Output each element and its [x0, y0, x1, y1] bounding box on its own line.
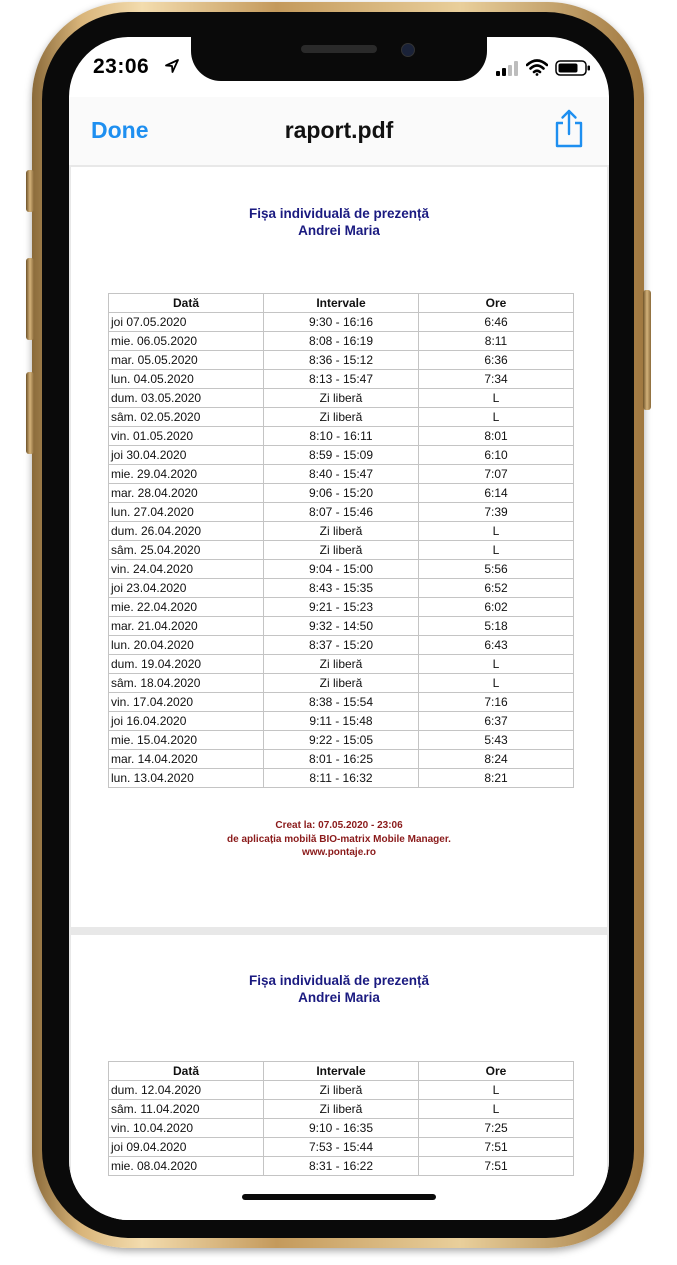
navigation-bar — [69, 97, 609, 166]
table-row — [109, 560, 574, 579]
cell-hours: L — [419, 541, 574, 560]
cell-intervals: 9:06 - 15:20 — [264, 484, 419, 503]
cell-date: vin. 17.04.2020 — [109, 693, 264, 712]
cell-date: lun. 13.04.2020 — [109, 769, 264, 788]
footer-app: de aplicația mobilă BIO-matrix Mobile Manager. — [227, 833, 451, 845]
status-time: 23:06 — [93, 55, 150, 78]
cell-date: mie. 15.04.2020 — [109, 731, 264, 750]
cell-date: mie. 29.04.2020 — [109, 465, 264, 484]
table-row — [109, 370, 574, 389]
cell-intervals: 8:38 - 15:54 — [264, 693, 419, 712]
front-camera — [401, 43, 415, 57]
cell-date: lun. 04.05.2020 — [109, 370, 264, 389]
cell-date: joi 07.05.2020 — [109, 313, 264, 332]
report-footer — [71, 819, 607, 860]
cell-hours: 8:11 — [419, 332, 574, 351]
cell-hours: 5:56 — [419, 560, 574, 579]
cell-hours: 7:51 — [419, 1138, 574, 1157]
table-row — [109, 579, 574, 598]
cell-date: vin. 24.04.2020 — [109, 560, 264, 579]
table-row — [109, 1138, 574, 1157]
cell-hours: 6:36 — [419, 351, 574, 370]
cell-intervals: 9:30 - 16:16 — [264, 313, 419, 332]
cell-hours: 5:43 — [419, 731, 574, 750]
cell-date: joi 30.04.2020 — [109, 446, 264, 465]
cell-hours: 7:25 — [419, 1119, 574, 1138]
table-row — [109, 617, 574, 636]
cell-hours: L — [419, 1100, 574, 1119]
table-row — [109, 351, 574, 370]
table-row — [109, 541, 574, 560]
cell-date: sâm. 11.04.2020 — [109, 1100, 264, 1119]
report-title: Fișa individuală de prezență — [248, 973, 430, 988]
cell-date: joi 16.04.2020 — [109, 712, 264, 731]
cell-date: dum. 12.04.2020 — [109, 1081, 264, 1100]
cell-intervals: Zi liberă — [264, 389, 419, 408]
pdf-page-1 — [71, 167, 607, 927]
table-row — [109, 655, 574, 674]
cell-date: mar. 14.04.2020 — [109, 750, 264, 769]
table-row — [109, 332, 574, 351]
table-body — [109, 1081, 574, 1176]
column-header-hours: Ore — [419, 1062, 574, 1081]
cell-intervals: 8:01 - 16:25 — [264, 750, 419, 769]
table-header-row — [109, 1062, 574, 1081]
cell-intervals: 8:11 - 16:32 — [264, 769, 419, 788]
table-row — [109, 636, 574, 655]
cell-date: sâm. 02.05.2020 — [109, 408, 264, 427]
earpiece-speaker — [301, 45, 377, 53]
cell-date: dum. 26.04.2020 — [109, 522, 264, 541]
side-button-power — [643, 290, 651, 410]
cell-intervals: 7:53 - 15:44 — [264, 1138, 419, 1157]
column-header-hours: Ore — [419, 294, 574, 313]
cell-date: sâm. 25.04.2020 — [109, 541, 264, 560]
cell-hours: 6:52 — [419, 579, 574, 598]
cell-hours: L — [419, 522, 574, 541]
cell-hours: 6:02 — [419, 598, 574, 617]
cell-intervals: 9:04 - 15:00 — [264, 560, 419, 579]
footer-created: Creat la: 07.05.2020 - 23:06 — [275, 820, 403, 831]
share-icon[interactable] — [553, 109, 585, 149]
cell-intervals: 9:10 - 16:35 — [264, 1119, 419, 1138]
cell-date: dum. 19.04.2020 — [109, 655, 264, 674]
cell-date: joi 23.04.2020 — [109, 579, 264, 598]
notch — [191, 37, 487, 81]
cell-hours: 6:14 — [419, 484, 574, 503]
cell-intervals: 9:21 - 15:23 — [264, 598, 419, 617]
table-row — [109, 1157, 574, 1176]
table-row — [109, 769, 574, 788]
table-row — [109, 693, 574, 712]
cell-date: mar. 28.04.2020 — [109, 484, 264, 503]
table-row — [109, 408, 574, 427]
cell-date: mar. 05.05.2020 — [109, 351, 264, 370]
cell-hours: L — [419, 674, 574, 693]
location-arrow-icon — [164, 58, 180, 74]
cell-intervals: 8:40 - 15:47 — [264, 465, 419, 484]
cell-hours: 6:46 — [419, 313, 574, 332]
cell-date: sâm. 18.04.2020 — [109, 674, 264, 693]
cell-hours: 6:10 — [419, 446, 574, 465]
cell-intervals: Zi liberă — [264, 541, 419, 560]
document-title: raport.pdf — [284, 117, 394, 143]
cell-intervals: 9:11 - 15:48 — [264, 712, 419, 731]
cell-hours: 8:24 — [419, 750, 574, 769]
cell-intervals: 9:22 - 15:05 — [264, 731, 419, 750]
cell-hours: 6:37 — [419, 712, 574, 731]
cell-date: vin. 01.05.2020 — [109, 427, 264, 446]
employee-name: Andrei Maria — [298, 990, 380, 1005]
cell-intervals: 8:08 - 16:19 — [264, 332, 419, 351]
cell-date: mie. 06.05.2020 — [109, 332, 264, 351]
cell-hours: 7:51 — [419, 1157, 574, 1176]
table-row — [109, 1100, 574, 1119]
table-row — [109, 465, 574, 484]
home-indicator[interactable] — [242, 1194, 436, 1200]
cell-intervals: Zi liberă — [264, 674, 419, 693]
cell-intervals: 9:32 - 14:50 — [264, 617, 419, 636]
report-title: Fișa individuală de prezență — [248, 206, 430, 221]
footer-website: www.pontaje.ro — [301, 847, 377, 858]
cell-intervals: 8:59 - 15:09 — [264, 446, 419, 465]
cell-intervals: 8:36 - 15:12 — [264, 351, 419, 370]
report-heading — [71, 205, 607, 239]
side-button-volume-up — [26, 258, 34, 340]
cell-date: lun. 27.04.2020 — [109, 503, 264, 522]
cell-date: vin. 10.04.2020 — [109, 1119, 264, 1138]
cell-intervals: 8:07 - 15:46 — [264, 503, 419, 522]
cell-hours: L — [419, 1081, 574, 1100]
column-header-intervals: Intervale — [264, 1062, 419, 1081]
table-row — [109, 1081, 574, 1100]
column-header-date: Dată — [109, 294, 264, 313]
cell-date: lun. 20.04.2020 — [109, 636, 264, 655]
table-row — [109, 446, 574, 465]
cell-hours: L — [419, 655, 574, 674]
cell-date: dum. 03.05.2020 — [109, 389, 264, 408]
cell-date: mie. 22.04.2020 — [109, 598, 264, 617]
side-button-mute — [26, 170, 34, 212]
cell-intervals: Zi liberă — [264, 655, 419, 674]
employee-name: Andrei Maria — [298, 223, 380, 238]
cell-intervals: 8:37 - 15:20 — [264, 636, 419, 655]
table-row — [109, 522, 574, 541]
table-row — [109, 598, 574, 617]
cell-intervals: 8:43 - 15:35 — [264, 579, 419, 598]
cell-hours: 5:18 — [419, 617, 574, 636]
pdf-page-2 — [71, 935, 607, 1220]
cell-date: mar. 21.04.2020 — [109, 617, 264, 636]
cell-date: joi 09.04.2020 — [109, 1138, 264, 1157]
table-row — [109, 427, 574, 446]
table-row — [109, 750, 574, 769]
cell-intervals: 8:13 - 15:47 — [264, 370, 419, 389]
side-button-volume-down — [26, 372, 34, 454]
table-row — [109, 484, 574, 503]
table-row — [109, 313, 574, 332]
table-row — [109, 731, 574, 750]
cell-intervals: Zi liberă — [264, 522, 419, 541]
cell-hours: 7:34 — [419, 370, 574, 389]
table-row — [109, 1119, 574, 1138]
table-header-row — [109, 294, 574, 313]
table-row — [109, 503, 574, 522]
attendance-table — [108, 1061, 574, 1176]
cell-date: mie. 08.04.2020 — [109, 1157, 264, 1176]
table-row — [109, 674, 574, 693]
cell-hours: 7:39 — [419, 503, 574, 522]
cell-hours: 7:07 — [419, 465, 574, 484]
done-button[interactable]: Done — [91, 117, 149, 143]
cell-intervals: 8:31 - 16:22 — [264, 1157, 419, 1176]
cellular-signal-icon — [496, 61, 518, 76]
column-header-intervals: Intervale — [264, 294, 419, 313]
attendance-table — [108, 293, 574, 788]
cell-hours: 8:01 — [419, 427, 574, 446]
cell-intervals: Zi liberă — [264, 1100, 419, 1119]
cell-hours: 7:16 — [419, 693, 574, 712]
cell-hours: 6:43 — [419, 636, 574, 655]
cell-intervals: Zi liberă — [264, 1081, 419, 1100]
pdf-viewer[interactable] — [69, 165, 609, 1220]
phone-screen — [69, 37, 609, 1220]
cell-hours: L — [419, 408, 574, 427]
cell-hours: L — [419, 389, 574, 408]
report-heading — [71, 972, 607, 1006]
table-body — [109, 313, 574, 788]
column-header-date: Dată — [109, 1062, 264, 1081]
table-row — [109, 712, 574, 731]
table-row — [109, 389, 574, 408]
cell-intervals: 8:10 - 16:11 — [264, 427, 419, 446]
wifi-icon — [526, 59, 548, 76]
cell-hours: 8:21 — [419, 769, 574, 788]
cell-intervals: Zi liberă — [264, 408, 419, 427]
battery-icon — [555, 59, 591, 77]
